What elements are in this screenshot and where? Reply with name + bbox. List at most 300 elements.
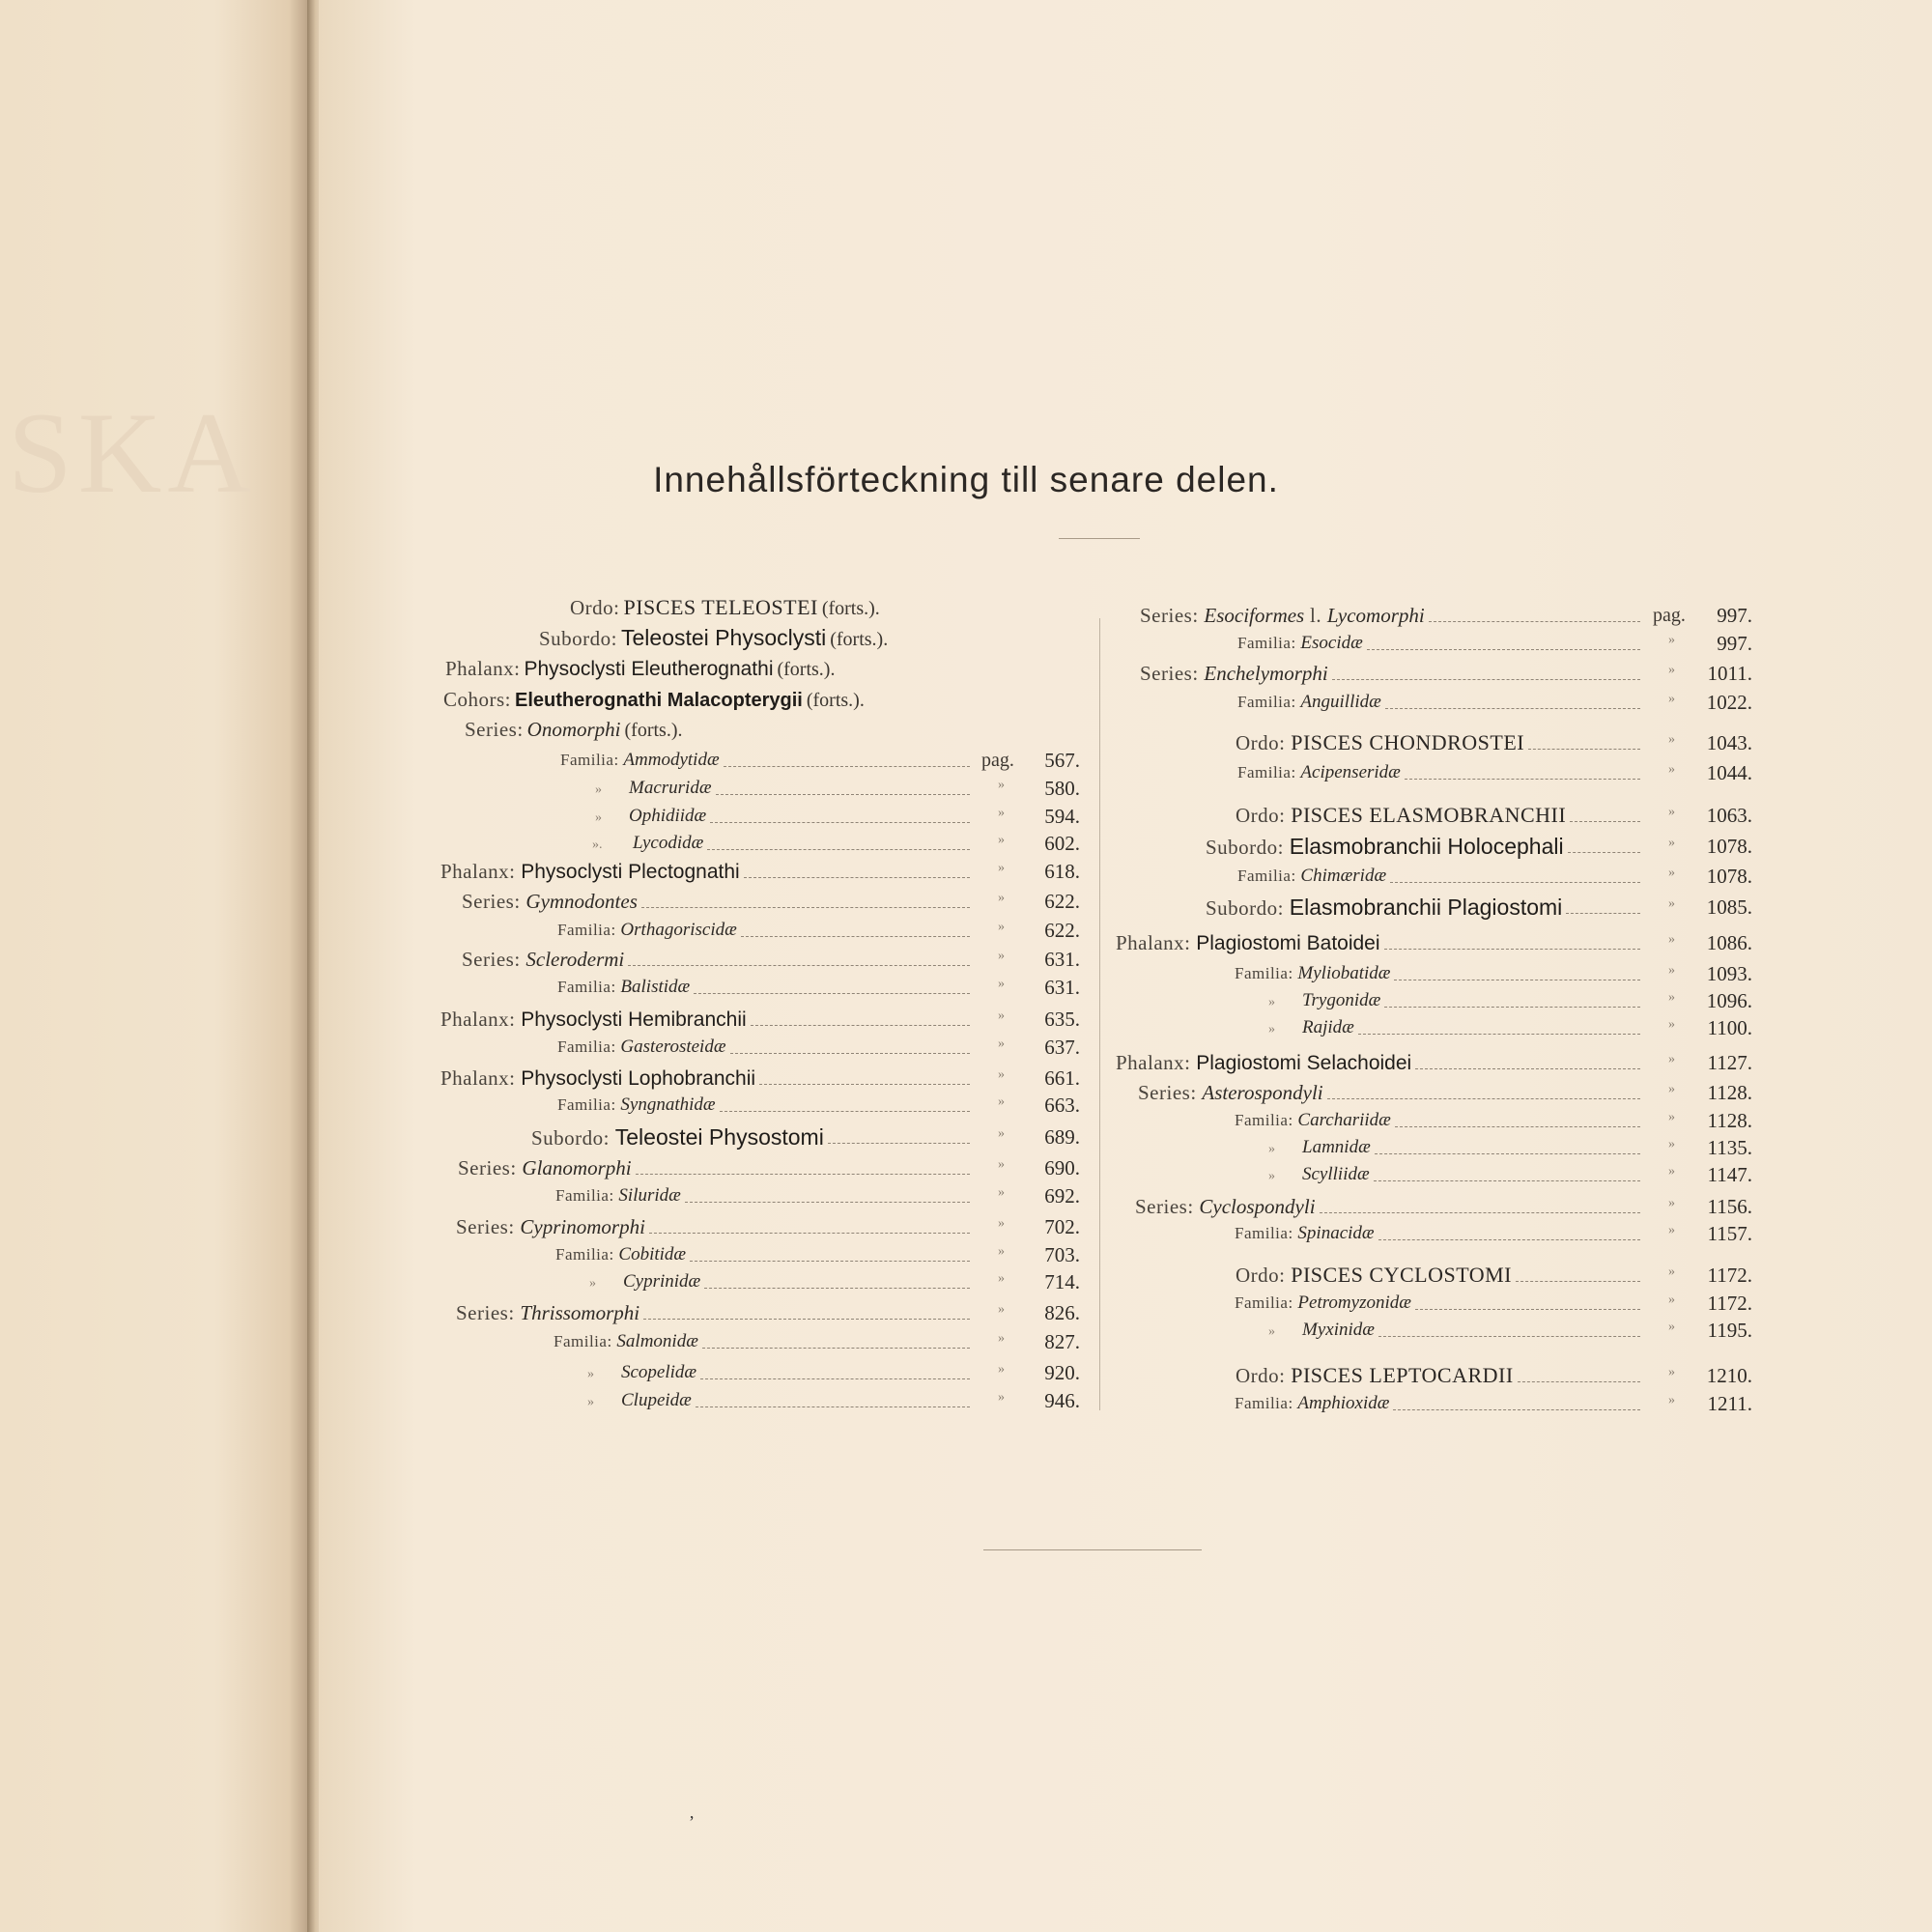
rank-label: Familia: [1235, 1293, 1298, 1312]
dot-leader [628, 965, 970, 967]
entry-label [557, 1094, 716, 1115]
dot-leader [1415, 1309, 1640, 1311]
toc-entry [560, 746, 720, 775]
toc-entry [456, 1298, 639, 1327]
dot-leader [1394, 980, 1640, 981]
taxon-name: Physoclysti Hemibranchii [521, 1009, 747, 1031]
page-number: 1022. [1706, 691, 1752, 714]
dot-leader [700, 1378, 970, 1380]
ditto-mark: » [1668, 932, 1675, 947]
page-number: 1085. [1706, 895, 1752, 919]
ditto-mark: » [998, 949, 1005, 963]
page-number: 635. [1044, 1008, 1080, 1031]
ditto-mark: » [998, 1009, 1005, 1023]
dot-leader [751, 1025, 970, 1027]
ditto-mark: » [998, 806, 1005, 820]
taxon-name: Teleostei Physoclysti [621, 625, 827, 650]
ditto-mark: » [595, 782, 629, 797]
taxon-name: Spinacidæ [1297, 1223, 1375, 1243]
pag-label: pag. [1653, 605, 1686, 626]
page-title: Innehållsförteckning till senare delen. [653, 460, 1279, 499]
entry-label [1236, 1363, 1514, 1387]
rank-label: Ordo: [570, 596, 620, 619]
ditto-mark: » [1668, 1082, 1675, 1096]
taxon-name: Rajidæ [1302, 1017, 1354, 1037]
connector-word: l. [1304, 604, 1327, 627]
taxon-name: Amphioxidæ [1297, 1393, 1390, 1413]
rank-label: Familia: [1235, 1224, 1298, 1242]
ditto-mark: » [1668, 1164, 1675, 1179]
toc-entry [456, 1212, 645, 1241]
toc-entry [592, 829, 703, 858]
taxon-name: Esocidæ [1300, 633, 1363, 653]
forts-suffix: (forts.). [624, 720, 683, 741]
page-number: 1156. [1707, 1195, 1752, 1218]
toc-entry [1268, 1160, 1370, 1189]
dot-leader [1384, 1007, 1640, 1009]
rank-label: Familia: [1237, 693, 1301, 711]
dot-leader [724, 766, 970, 768]
entry-label [440, 1008, 747, 1031]
toc-entry [1116, 1048, 1411, 1077]
toc-row-ordo [570, 593, 880, 622]
ditto-mark: » [1668, 1052, 1675, 1066]
ditto-mark: » [1668, 633, 1675, 647]
ditto-mark: » [998, 1331, 1005, 1346]
toc-entry [458, 1153, 632, 1182]
ditto-mark: » [1268, 1022, 1302, 1037]
dot-leader [1378, 1239, 1640, 1241]
page-number: 637. [1044, 1036, 1080, 1059]
page-number: 1011. [1707, 662, 1752, 685]
rank-label: Series: [458, 1156, 523, 1179]
dot-leader [1395, 1126, 1640, 1128]
toc-row-series [465, 715, 682, 744]
ditto-mark: » [998, 1244, 1005, 1259]
toc-entry [440, 1064, 755, 1093]
rank-label: Familia: [555, 1186, 619, 1205]
taxon-name: Sclerodermi [526, 948, 625, 971]
toc-entry [1237, 629, 1363, 658]
page-number: 689. [1044, 1125, 1080, 1149]
toc-entry [557, 916, 737, 945]
rank-label: Cohors: [443, 688, 512, 711]
entry-label [1237, 633, 1363, 653]
entry-label [1236, 1263, 1513, 1287]
toc-entry [589, 1267, 700, 1296]
ditto-mark: » [1668, 1196, 1675, 1210]
entry-label [1140, 662, 1328, 685]
rank-label: Phalanx: [1116, 1051, 1197, 1074]
taxon-name: Siluridæ [618, 1185, 681, 1206]
taxon-name: PISCES TELEOSTEI [623, 595, 818, 619]
toc-entry [1236, 1361, 1514, 1390]
entry-label [1237, 692, 1381, 712]
taxon-name: Enchelymorphi [1204, 662, 1328, 685]
dot-leader [704, 1288, 970, 1290]
dot-leader [1528, 749, 1640, 751]
rank-label: Familia: [557, 921, 621, 939]
entry-label [1235, 963, 1391, 983]
rank-label: Series: [1140, 604, 1205, 627]
dot-leader [741, 936, 970, 938]
taxon-name: Clupeidæ [621, 1390, 692, 1410]
page-number: 663. [1044, 1094, 1080, 1117]
page-mark: ’ [689, 1812, 695, 1832]
dot-leader [828, 1143, 970, 1145]
ditto-mark: » [1668, 663, 1675, 677]
dot-leader [1429, 621, 1640, 623]
ditto-mark: » [1668, 896, 1675, 911]
ditto-mark: » [1668, 1320, 1675, 1334]
taxon-name: Trygonidæ [1302, 990, 1381, 1010]
entry-label [592, 833, 704, 853]
toc-entry [555, 1181, 681, 1210]
toc-entry [557, 973, 690, 1002]
entry-label [1268, 1322, 1375, 1339]
ditto-mark: » [589, 1276, 623, 1291]
ditto-mark: » [1668, 1264, 1675, 1279]
ditto-mark: » [587, 1395, 621, 1409]
taxon-name: Lamnidæ [1302, 1137, 1371, 1157]
entry-label [1268, 1017, 1354, 1037]
page-number: 622. [1044, 919, 1080, 942]
rank-label: Phalanx: [445, 657, 521, 680]
page-number: 826. [1044, 1301, 1080, 1324]
page-number: 714. [1044, 1270, 1080, 1293]
toc-row-phalanx [445, 654, 835, 683]
page-number: 1128. [1707, 1081, 1752, 1104]
dot-leader [1570, 821, 1640, 823]
rank-label: Phalanx: [440, 860, 522, 883]
taxon-name: PISCES LEPTOCARDII [1291, 1363, 1514, 1387]
ditto-mark: » [1668, 1110, 1675, 1124]
dot-leader [641, 907, 970, 909]
entry-label [1268, 990, 1381, 1010]
ditto-mark: » [1668, 692, 1675, 706]
entry-label [1235, 1295, 1411, 1312]
dot-leader [707, 849, 970, 851]
toc-entry [557, 1033, 726, 1062]
taxon-name: Petromyzonidæ [1297, 1293, 1411, 1313]
entry-label [458, 1156, 632, 1179]
taxon-name-alt: Lycomorphi [1326, 604, 1425, 627]
entry-label [587, 1362, 697, 1382]
entry-label [555, 1244, 687, 1264]
taxon-name: Scylliidæ [1302, 1164, 1370, 1184]
entry-label [1135, 1195, 1316, 1218]
toc-entry [555, 1240, 686, 1269]
ditto-mark: ». [592, 838, 633, 852]
taxon-name: Gasterosteidæ [620, 1037, 726, 1057]
taxon-name: Myxinidæ [1302, 1320, 1375, 1340]
page-number: 567. [1044, 749, 1080, 772]
page-number: 997. [1717, 632, 1752, 655]
dot-leader [1415, 1068, 1640, 1070]
taxon-name: Anguillidæ [1300, 692, 1381, 712]
ditto-mark: » [998, 1094, 1005, 1109]
taxon-name: Thrissomorphi [520, 1301, 640, 1324]
toc-entry [1236, 1261, 1512, 1290]
rank-label: Series: [465, 718, 524, 741]
taxon-name: Cobitidæ [618, 1244, 687, 1264]
entry-label [589, 1271, 701, 1292]
rank-label: Subordo: [1206, 896, 1290, 920]
page-number: 690. [1044, 1156, 1080, 1179]
page-number: 1128. [1707, 1109, 1752, 1132]
toc-entry [1268, 1133, 1371, 1162]
toc-entry [1236, 801, 1566, 830]
ditto-mark: » [587, 1367, 621, 1381]
rank-label: Ordo: [1236, 804, 1292, 827]
rank-label: Familia: [555, 1245, 619, 1264]
toc-entry [440, 1005, 747, 1034]
page-number: 920. [1044, 1361, 1080, 1384]
toc-entry [1140, 659, 1328, 688]
ditto-mark: » [1268, 995, 1302, 1009]
ditto-mark: » [1668, 963, 1675, 978]
toc-entry [1268, 986, 1380, 1015]
entry-label [555, 1185, 681, 1206]
ditto-mark: » [1668, 762, 1675, 777]
pag-label: pag. [981, 750, 1014, 771]
toc-entry [1135, 1192, 1316, 1221]
toc-entry [1268, 1013, 1354, 1042]
forts-suffix: (forts.). [830, 629, 889, 650]
rank-label: Familia: [557, 1037, 621, 1056]
rank-label: Familia: [1235, 964, 1298, 982]
dot-leader [1320, 1212, 1640, 1214]
entry-label [1237, 868, 1386, 885]
ditto-mark: » [1668, 836, 1675, 850]
taxon-name: PISCES CYCLOSTOMI [1291, 1263, 1513, 1287]
rank-label: Phalanx: [440, 1066, 522, 1090]
ditto-mark: » [1668, 1137, 1675, 1151]
rank-label: Familia: [1237, 867, 1301, 885]
page-number: 827. [1044, 1330, 1080, 1353]
dot-leader [1385, 708, 1640, 710]
dot-leader [1405, 779, 1640, 781]
rank-label: Familia: [1237, 763, 1301, 781]
ditto-mark: » [1268, 1169, 1302, 1183]
entry-label [1236, 730, 1525, 754]
page-number: 1172. [1707, 1292, 1752, 1315]
page-number: 1086. [1706, 931, 1752, 954]
entry-label [531, 1124, 824, 1150]
toc-entry [1236, 728, 1524, 757]
taxon-name: Gymnodontes [526, 890, 638, 913]
rank-label: Series: [462, 890, 526, 913]
taxon-name: Carchariidæ [1297, 1110, 1391, 1130]
toc-entry [1116, 928, 1380, 957]
toc-entry [1140, 601, 1425, 630]
ditto-mark: » [998, 1302, 1005, 1317]
toc-row-cohors [443, 685, 865, 714]
taxon-name: PISCES CHONDROSTEI [1291, 730, 1525, 754]
page-number: 1078. [1706, 835, 1752, 858]
taxon-name: PISCES ELASMOBRANCHII [1291, 803, 1567, 827]
toc-entry [1206, 832, 1564, 861]
dot-leader [1568, 852, 1640, 854]
show-through-text: SKA [8, 388, 258, 517]
rank-label: Ordo: [1236, 731, 1292, 754]
left-page [0, 0, 307, 1932]
dot-leader [744, 877, 970, 879]
page-number: 1100. [1707, 1016, 1752, 1039]
dot-leader [1332, 679, 1640, 681]
ditto-mark: » [998, 920, 1005, 934]
dot-leader [643, 1319, 970, 1321]
dot-leader [694, 993, 970, 995]
page-number: 631. [1044, 948, 1080, 971]
page-number: 1127. [1707, 1051, 1752, 1074]
entry-label [440, 1066, 756, 1090]
dot-leader [716, 794, 971, 796]
rank-label: Series: [456, 1301, 521, 1324]
page-number: 1195. [1707, 1319, 1752, 1342]
dot-leader [1375, 1153, 1640, 1155]
ditto-mark: » [998, 891, 1005, 905]
toc-entry [1235, 1289, 1411, 1318]
toc-entry [1237, 862, 1386, 891]
toc-entry [440, 857, 740, 886]
ditto-mark: » [1268, 1324, 1302, 1339]
dot-leader [759, 1084, 970, 1086]
entry-label [1206, 895, 1563, 920]
taxon-name: Ammodytidæ [623, 750, 720, 770]
ditto-mark: » [1668, 866, 1675, 880]
toc-entry [554, 1327, 698, 1356]
taxon-name: Scopelidæ [621, 1362, 697, 1382]
entry-label [557, 1039, 726, 1056]
taxon-name: Salmonidæ [616, 1331, 698, 1351]
page-number: 997. [1717, 604, 1752, 627]
ditto-mark: » [998, 861, 1005, 875]
entry-label [1268, 1164, 1370, 1184]
entry-label [1268, 1137, 1371, 1157]
toc-row-subordo [539, 623, 888, 652]
ditto-mark: » [998, 1126, 1005, 1141]
entry-label [1235, 1110, 1391, 1130]
toc-entry [462, 887, 638, 916]
dot-leader [1390, 882, 1640, 884]
footer-rule [983, 1549, 1202, 1550]
taxon-name: Teleostei Physostomi [614, 1124, 824, 1150]
rank-label: Series: [456, 1215, 521, 1238]
page-number: 602. [1044, 832, 1080, 855]
dot-leader [1358, 1034, 1640, 1036]
rank-label: Series: [462, 948, 526, 971]
rank-label: Subordo: [1206, 836, 1290, 859]
dot-leader [710, 822, 970, 824]
dot-leader [690, 1261, 970, 1263]
page-number: 1172. [1707, 1264, 1752, 1287]
forts-suffix: (forts.). [821, 598, 880, 619]
ditto-mark: » [1668, 1017, 1675, 1032]
ditto-mark: » [1668, 990, 1675, 1005]
toc-entry [1237, 688, 1381, 717]
page-number: 618. [1044, 860, 1080, 883]
entry-label [456, 1301, 640, 1324]
page-number: 661. [1044, 1066, 1080, 1090]
dot-leader [1378, 1336, 1640, 1338]
ditto-mark: » [1668, 732, 1675, 747]
dot-leader [636, 1174, 970, 1176]
taxon-name: Asterospondyli [1202, 1081, 1323, 1104]
page-number: 1044. [1706, 761, 1752, 784]
rank-label: Familia: [1237, 634, 1301, 652]
page-number: 1078. [1706, 865, 1752, 888]
toc-entry [1235, 959, 1390, 988]
entry-label [587, 1390, 692, 1410]
taxon-name: Elasmobranchii Plagiostomi [1289, 895, 1563, 920]
ditto-mark: » [1668, 805, 1675, 819]
rank-label: Ordo: [1236, 1264, 1292, 1287]
entry-label [1116, 1051, 1412, 1074]
toc-entry [557, 1091, 716, 1120]
dot-leader [1327, 1098, 1640, 1100]
taxon-name: Balistidæ [620, 977, 691, 997]
taxon-name: Physoclysti Eleutherognathi [524, 658, 774, 680]
page-number: 1210. [1706, 1364, 1752, 1387]
taxon-name: Eleutherognathi Malacopterygii [515, 690, 803, 711]
dot-leader [1516, 1281, 1640, 1283]
taxon-name: Orthagoriscidæ [620, 920, 737, 940]
dot-leader [696, 1406, 970, 1408]
dot-leader [1393, 1409, 1640, 1411]
rank-label: Phalanx: [440, 1008, 522, 1031]
page-number: 1096. [1706, 989, 1752, 1012]
rank-label: Familia: [557, 1095, 621, 1114]
rank-label: Familia: [1235, 1394, 1298, 1412]
entry-label [462, 948, 625, 971]
ditto-mark: » [1668, 1393, 1675, 1407]
page-number: 946. [1044, 1389, 1080, 1412]
entry-label [1206, 834, 1564, 859]
page-number: 702. [1044, 1215, 1080, 1238]
dot-leader [702, 1348, 970, 1350]
dot-leader [1518, 1381, 1640, 1383]
ditto-mark: » [998, 1362, 1005, 1377]
toc-entry [595, 802, 706, 831]
ditto-mark: » [998, 1037, 1005, 1051]
toc-entry [1237, 758, 1401, 787]
ditto-mark: » [1668, 1293, 1675, 1307]
taxon-name: Syngnathidæ [620, 1094, 716, 1115]
ditto-mark: » [998, 1157, 1005, 1172]
dot-leader [730, 1053, 971, 1055]
dot-leader [685, 1202, 970, 1204]
entry-label [462, 890, 638, 913]
rank-label: Familia: [557, 978, 621, 996]
entry-label [440, 860, 740, 883]
entry-label [595, 806, 707, 826]
entry-label [595, 778, 712, 798]
ditto-mark: » [1668, 1365, 1675, 1379]
taxon-name: Plagiostomi Batoidei [1196, 932, 1380, 954]
ditto-mark: » [998, 833, 1005, 847]
page-number: 631. [1044, 976, 1080, 999]
ditto-mark: » [998, 778, 1005, 792]
taxon-name: Macruridæ [629, 778, 712, 798]
rank-label: Series: [1140, 662, 1205, 685]
dot-leader [649, 1233, 970, 1235]
taxon-name: Plagiostomi Selachoidei [1196, 1052, 1412, 1074]
ditto-mark: » [998, 1390, 1005, 1405]
forts-suffix: (forts.). [806, 690, 865, 711]
ditto-mark: » [998, 977, 1005, 991]
toc-entry [1235, 1389, 1389, 1418]
